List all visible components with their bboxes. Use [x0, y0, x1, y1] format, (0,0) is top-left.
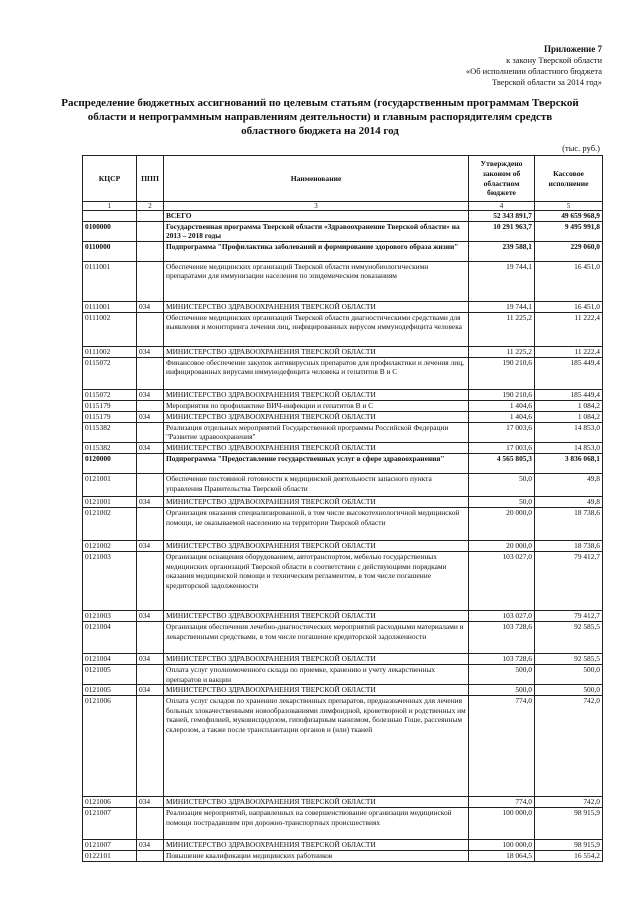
- table-row: [83, 496, 603, 507]
- ppp-cell: [137, 453, 164, 473]
- name-cell: МИНИСТЕРСТВО ЗДРАВООХРАНЕНИЯ ТВЕРСКОЙ ОБЛАСТИ: [164, 797, 469, 808]
- cash-cell: 11 222,4: [535, 346, 603, 357]
- name-cell: Оплата услуг уполномоченного склада по приемке, хранению и учету лекарственных препаратов и вакцин: [164, 664, 469, 684]
- name-cell: МИНИСТЕРСТВО ЗДРАВООХРАНЕНИЯ ТВЕРСКОЙ ОБЛАСТИ: [164, 411, 469, 422]
- table-row: [83, 301, 603, 312]
- ppp-cell: [137, 400, 164, 411]
- name-cell: ВСЕГО: [164, 211, 469, 222]
- approved-cell: 100 000,0: [469, 840, 535, 851]
- ppp-cell: 034: [137, 411, 164, 422]
- table-row: [83, 357, 603, 389]
- appendix-block: [466, 44, 602, 88]
- approved-cell: 19 744,1: [469, 301, 535, 312]
- kcsr-cell: 0121007: [83, 808, 137, 840]
- kcsr-cell: 0121004: [83, 653, 137, 664]
- header-ppp: ППП: [137, 156, 164, 202]
- cash-cell: 92 585,5: [535, 653, 603, 664]
- approved-cell: 10 291 963,7: [469, 221, 535, 241]
- cash-cell: 98 915,9: [535, 840, 603, 851]
- cash-cell: 500,0: [535, 685, 603, 696]
- ppp-cell: [137, 696, 164, 797]
- name-cell: Организация обеспечения лечебно-диагностических мероприятий расходными материалами и лекарственными средствами, в том числе погашение кредиторской задолженности: [164, 621, 469, 653]
- name-cell: МИНИСТЕРСТВО ЗДРАВООХРАНЕНИЯ ТВЕРСКОЙ ОБЛАСТИ: [164, 840, 469, 851]
- cash-cell: 185 449,4: [535, 389, 603, 400]
- table-row: [83, 540, 603, 551]
- ppp-cell: [137, 312, 164, 346]
- cash-cell: 18 738,6: [535, 540, 603, 551]
- kcsr-cell: 0121003: [83, 610, 137, 621]
- cash-cell: 79 412,7: [535, 610, 603, 621]
- name-cell: Повышение квалификации медицинских работников: [164, 851, 469, 862]
- name-cell: Оплата услуг складов по хранению лекарственных препаратов, предназначенных для лечения больных злокачественными новообразованиями лимфоидной, кроветворной и родственных им тканей, гемофилией, муковисцидозом, гипофизарным нанизмом, болезнью Гоше, рассеянным склерозом, а также после трансплантации органов и (или) тканей: [164, 696, 469, 797]
- header-kcsr: КЦСР: [83, 156, 137, 202]
- ppp-cell: [137, 621, 164, 653]
- kcsr-cell: 0122101: [83, 851, 137, 862]
- index-cell: 2: [137, 202, 164, 211]
- kcsr-cell: 0115382: [83, 442, 137, 453]
- header-cash: Кассовое исполнение: [535, 156, 603, 202]
- name-cell: Реализация мероприятий, направленных на совершенствование организации медицинской помощи пострадавшим при дорожно-транспортных происшествиях: [164, 808, 469, 840]
- table-row: [83, 797, 603, 808]
- table-row: [83, 851, 603, 862]
- table-row: [83, 610, 603, 621]
- ppp-cell: 034: [137, 346, 164, 357]
- index-cell: 3: [164, 202, 469, 211]
- index-cell: 5: [535, 202, 603, 211]
- table-row: [83, 696, 603, 797]
- approved-cell: 500,0: [469, 685, 535, 696]
- ppp-cell: [137, 241, 164, 261]
- table-row: [83, 840, 603, 851]
- kcsr-cell: 0115382: [83, 422, 137, 442]
- appendix-line: к закону Тверской области: [506, 55, 602, 65]
- approved-cell: 50,0: [469, 496, 535, 507]
- cash-cell: 16 554,2: [535, 851, 603, 862]
- ppp-cell: 034: [137, 389, 164, 400]
- approved-cell: 103 728,6: [469, 653, 535, 664]
- approved-cell: 190 210,6: [469, 357, 535, 389]
- header-row: [83, 156, 603, 202]
- approved-cell: 17 003,6: [469, 422, 535, 442]
- cash-cell: 3 836 068,1: [535, 453, 603, 473]
- approved-cell: 774,0: [469, 696, 535, 797]
- table-row: [83, 507, 603, 540]
- approved-cell: 103 728,6: [469, 621, 535, 653]
- approved-cell: 103 027,0: [469, 551, 535, 610]
- approved-cell: 4 565 805,3: [469, 453, 535, 473]
- approved-cell: 190 210,6: [469, 389, 535, 400]
- kcsr-cell: 0115179: [83, 400, 137, 411]
- table-row: [83, 664, 603, 684]
- appendix-line: «Об исполнении областного бюджета: [465, 66, 602, 76]
- approved-cell: 11 225,2: [469, 312, 535, 346]
- name-cell: МИНИСТЕРСТВО ЗДРАВООХРАНЕНИЯ ТВЕРСКОЙ ОБЛАСТИ: [164, 685, 469, 696]
- name-cell: Организация оказания специализированной, в том числе высокотехнологичной медицинской помощи, не оказываемой населению на территории Тверской области: [164, 507, 469, 540]
- table-row: [83, 473, 603, 496]
- kcsr-cell: 0121006: [83, 696, 137, 797]
- cash-cell: 98 915,9: [535, 808, 603, 840]
- table-row: [83, 411, 603, 422]
- name-cell: МИНИСТЕРСТВО ЗДРАВООХРАНЕНИЯ ТВЕРСКОЙ ОБЛАСТИ: [164, 540, 469, 551]
- ppp-cell: [137, 221, 164, 241]
- name-cell: Финансовое обеспечение закупок антивирусных препаратов для профилактики и лечения лиц, инфицированных вирусами иммунодефицита человека и гепатитов В и С: [164, 357, 469, 389]
- appendix-title: Приложение 7: [543, 44, 602, 54]
- table-row: [83, 221, 603, 241]
- ppp-cell: 034: [137, 301, 164, 312]
- cash-cell: 49,8: [535, 496, 603, 507]
- name-cell: Организация оснащения оборудованием, автотранспортом, мебелью государственных медицинских организаций Тверской области в соответствии с действующими порядками оказания медицинской помощи и техническим регламентом, в том числе погашение кредиторской задолженности: [164, 551, 469, 610]
- approved-cell: 50,0: [469, 473, 535, 496]
- kcsr-cell: 0121007: [83, 840, 137, 851]
- kcsr-cell: 0111002: [83, 312, 137, 346]
- cash-cell: 92 585,5: [535, 621, 603, 653]
- index-cell: 1: [83, 202, 137, 211]
- table-body: [83, 211, 603, 862]
- name-cell: Обеспечение медицинских организаций Тверской области диагностическими средствами для выявления и мониторинга лечения лиц, инфицированных вирусом иммунодефицита человека: [164, 312, 469, 346]
- index-cell: 4: [469, 202, 535, 211]
- ppp-cell: [137, 851, 164, 862]
- cash-cell: 11 222,4: [535, 312, 603, 346]
- cash-cell: 229 060,0: [535, 241, 603, 261]
- name-cell: Реализация отдельных мероприятий Государственной программы Российской Федерации "Развитие здравоохранения": [164, 422, 469, 442]
- table-row: [83, 261, 603, 301]
- approved-cell: 239 588,1: [469, 241, 535, 261]
- ppp-cell: [137, 664, 164, 684]
- ppp-cell: 034: [137, 840, 164, 851]
- cash-cell: 9 495 991,8: [535, 221, 603, 241]
- table-row: [83, 685, 603, 696]
- name-cell: Обеспечение постоянной готовности к медицинской деятельности запасного пункта управления Правительства Тверской области: [164, 473, 469, 496]
- ppp-cell: [137, 473, 164, 496]
- ppp-cell: 034: [137, 610, 164, 621]
- cash-cell: 14 853,0: [535, 422, 603, 442]
- ppp-cell: [137, 507, 164, 540]
- header-name: Наименование: [164, 156, 469, 202]
- ppp-cell: [137, 422, 164, 442]
- kcsr-cell: 0121002: [83, 540, 137, 551]
- approved-cell: 11 225,2: [469, 346, 535, 357]
- ppp-cell: 034: [137, 685, 164, 696]
- cash-cell: 742,0: [535, 797, 603, 808]
- cash-cell: 16 451,0: [535, 261, 603, 301]
- kcsr-cell: 0121001: [83, 473, 137, 496]
- kcsr-cell: 0110000: [83, 241, 137, 261]
- ppp-cell: [137, 808, 164, 840]
- ppp-cell: [137, 357, 164, 389]
- name-cell: Подпрограмма "Профилактика заболеваний и формирование здорового образа жизни": [164, 241, 469, 261]
- name-cell: МИНИСТЕРСТВО ЗДРАВООХРАНЕНИЯ ТВЕРСКОЙ ОБЛАСТИ: [164, 653, 469, 664]
- header-approved: Утверждено законом об областном бюджете: [469, 156, 535, 202]
- cash-cell: 185 449,4: [535, 357, 603, 389]
- index-row: [83, 202, 603, 211]
- table-row: [83, 312, 603, 346]
- table-row: [83, 453, 603, 473]
- kcsr-cell: 0111001: [83, 301, 137, 312]
- table-row: [83, 389, 603, 400]
- approved-cell: 19 744,1: [469, 261, 535, 301]
- name-cell: МИНИСТЕРСТВО ЗДРАВООХРАНЕНИЯ ТВЕРСКОЙ ОБЛАСТИ: [164, 389, 469, 400]
- cash-cell: 742,0: [535, 696, 603, 797]
- approved-cell: 20 000,0: [469, 507, 535, 540]
- cash-cell: 49,8: [535, 473, 603, 496]
- kcsr-cell: 0121005: [83, 685, 137, 696]
- ppp-cell: [137, 551, 164, 610]
- table-row: [83, 808, 603, 840]
- cash-cell: 49 659 968,9: [535, 211, 603, 222]
- table-row: [83, 241, 603, 261]
- ppp-cell: 034: [137, 653, 164, 664]
- kcsr-cell: 0120000: [83, 453, 137, 473]
- cash-cell: 500,0: [535, 664, 603, 684]
- budget-table: [82, 155, 603, 862]
- table-row: [83, 400, 603, 411]
- kcsr-cell: 0121001: [83, 496, 137, 507]
- approved-cell: 500,0: [469, 664, 535, 684]
- table-row: [83, 551, 603, 610]
- document-title: Распределение бюджетных ассигнований по целевым статьям (государственным программам Тверской области и непрограммным направлениям деятельности) и главным распорядителям средств областного бюджета на 2014 год: [61, 97, 579, 137]
- kcsr-cell: 0121002: [83, 507, 137, 540]
- cash-cell: 18 738,6: [535, 507, 603, 540]
- name-cell: МИНИСТЕРСТВО ЗДРАВООХРАНЕНИЯ ТВЕРСКОЙ ОБЛАСТИ: [164, 301, 469, 312]
- ppp-cell: 034: [137, 496, 164, 507]
- table-row: [83, 442, 603, 453]
- name-cell: Государственная программа Тверской области «Здравоохранение Тверской области» на 2013 – 2018 годы: [164, 221, 469, 241]
- kcsr-cell: 0121004: [83, 621, 137, 653]
- table-row: [83, 621, 603, 653]
- approved-cell: 1 404,6: [469, 400, 535, 411]
- ppp-cell: [137, 211, 164, 222]
- approved-cell: 17 003,6: [469, 442, 535, 453]
- name-cell: Подпрограмма "Предоставление государственных услуг в сфере здравоохранения": [164, 453, 469, 473]
- kcsr-cell: 0111002: [83, 346, 137, 357]
- appendix-line: Тверской области за 2014 год»: [492, 77, 602, 87]
- name-cell: МИНИСТЕРСТВО ЗДРАВООХРАНЕНИЯ ТВЕРСКОЙ ОБЛАСТИ: [164, 442, 469, 453]
- cash-cell: 16 451,0: [535, 301, 603, 312]
- ppp-cell: 034: [137, 540, 164, 551]
- name-cell: Мероприятия по профилактике ВИЧ-инфекции и гепатитов В и С: [164, 400, 469, 411]
- cash-cell: 1 084,2: [535, 400, 603, 411]
- cash-cell: 14 853,0: [535, 442, 603, 453]
- ppp-cell: [137, 261, 164, 301]
- approved-cell: 774,0: [469, 797, 535, 808]
- approved-cell: 103 027,0: [469, 610, 535, 621]
- name-cell: МИНИСТЕРСТВО ЗДРАВООХРАНЕНИЯ ТВЕРСКОЙ ОБЛАСТИ: [164, 346, 469, 357]
- name-cell: Обеспечение медицинских организаций Тверской области иммунобиологическими препаратами для иммунизации населения по эпидемическим показаниям: [164, 261, 469, 301]
- ppp-cell: 034: [137, 797, 164, 808]
- kcsr-cell: 0111001: [83, 261, 137, 301]
- table-row: [83, 346, 603, 357]
- kcsr-cell: 0115072: [83, 357, 137, 389]
- approved-cell: 20 000,0: [469, 540, 535, 551]
- kcsr-cell: 0100000: [83, 221, 137, 241]
- kcsr-cell: 0121005: [83, 664, 137, 684]
- table-row: [83, 211, 603, 222]
- kcsr-cell: 0115072: [83, 389, 137, 400]
- kcsr-cell: 0121003: [83, 551, 137, 610]
- name-cell: МИНИСТЕРСТВО ЗДРАВООХРАНЕНИЯ ТВЕРСКОЙ ОБЛАСТИ: [164, 610, 469, 621]
- approved-cell: 100 000,0: [469, 808, 535, 840]
- approved-cell: 52 343 891,7: [469, 211, 535, 222]
- approved-cell: 18 064,5: [469, 851, 535, 862]
- approved-cell: 1 404,6: [469, 411, 535, 422]
- kcsr-cell: 0115179: [83, 411, 137, 422]
- kcsr-cell: 0121006: [83, 797, 137, 808]
- name-cell: МИНИСТЕРСТВО ЗДРАВООХРАНЕНИЯ ТВЕРСКОЙ ОБЛАСТИ: [164, 496, 469, 507]
- cash-cell: 79 412,7: [535, 551, 603, 610]
- ppp-cell: 034: [137, 442, 164, 453]
- unit-label: (тыс. руб.): [562, 143, 600, 153]
- table-row: [83, 653, 603, 664]
- cash-cell: 1 084,2: [535, 411, 603, 422]
- table-row: [83, 422, 603, 442]
- kcsr-cell: [83, 211, 137, 222]
